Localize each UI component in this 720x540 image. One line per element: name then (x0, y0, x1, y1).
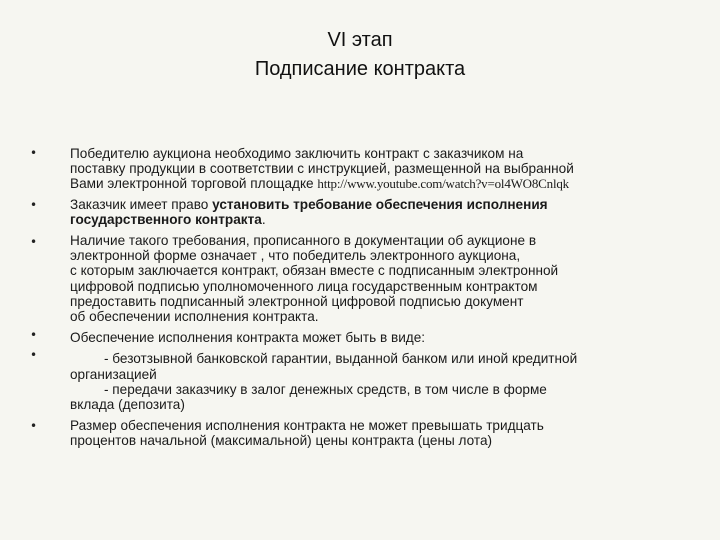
text-line (70, 176, 706, 191)
paragraph-customer-right (70, 197, 706, 227)
paragraph-security-forms (70, 330, 706, 345)
text-line: процентов начальной (максимальной) цены контракта (цены лота) (70, 433, 493, 449)
paragraph-winner-contract (70, 146, 706, 192)
text-line: вклада (депозита) (70, 397, 185, 413)
text-line: Размер обеспечения исполнения контракта не может превышать тридцать (70, 418, 544, 434)
bullet-3: • (30, 235, 38, 249)
text-fragment: Заказчик имеет право (70, 196, 213, 212)
text-line: электронной форме означает , что победитель электронного аукциона, (70, 248, 521, 264)
slide-title-heading: Подписание контракта (254, 58, 466, 80)
bullet-2: • (30, 198, 38, 212)
youtube-link[interactable]: http://www.youtube.com/watch?v=ol4WO8Cnlqk (317, 176, 569, 192)
bullet-5: • (30, 348, 38, 362)
slide-title-stage: VI этап (327, 29, 393, 51)
text-line: об обеспечении исполнения контракта. (70, 309, 319, 325)
bullet-6: • (30, 419, 38, 433)
text-line (70, 197, 706, 212)
text-line: организацией (70, 366, 157, 382)
text-line: - безотзывной банковской гарантии, выданной банком или иной кредитной (104, 351, 578, 367)
text-fragment: Вами электронной торговой площадке (70, 176, 318, 192)
text-line: с которым заключается контракт, обязан вместе с подписанным электронной (70, 263, 559, 279)
bullet-1: • (30, 146, 38, 160)
paragraph-security-size (70, 418, 706, 448)
text-line: - передачи заказчику в залог денежных средств, в том числе в форме (104, 381, 547, 397)
paragraph-security-options (70, 351, 706, 412)
text-line: Обеспечение исполнения контракта может быть в виде: (70, 330, 426, 346)
text-line: поставку продукции в соответствии с инструкцией, размещенной на выбранной (70, 161, 574, 177)
text-line: цифровой подписью уполномоченного лица государственным контрактом (70, 278, 538, 294)
slide-body (70, 146, 706, 449)
bold-text: установить требование обеспечения исполнения (212, 196, 548, 212)
text-line (70, 212, 706, 227)
text-line: Победителю аукциона необходимо заключить контракт с заказчиком на (70, 146, 524, 161)
bold-text: государственного контракта (70, 211, 262, 227)
text-line: Наличие такого требования, прописанного в документации об аукционе в (70, 233, 537, 249)
text-fragment: . (261, 211, 266, 227)
paragraph-requirement (70, 233, 706, 324)
text-line: предоставить подписанный электронной цифровой подписью документ (70, 293, 524, 309)
bullet-4: • (30, 328, 38, 342)
